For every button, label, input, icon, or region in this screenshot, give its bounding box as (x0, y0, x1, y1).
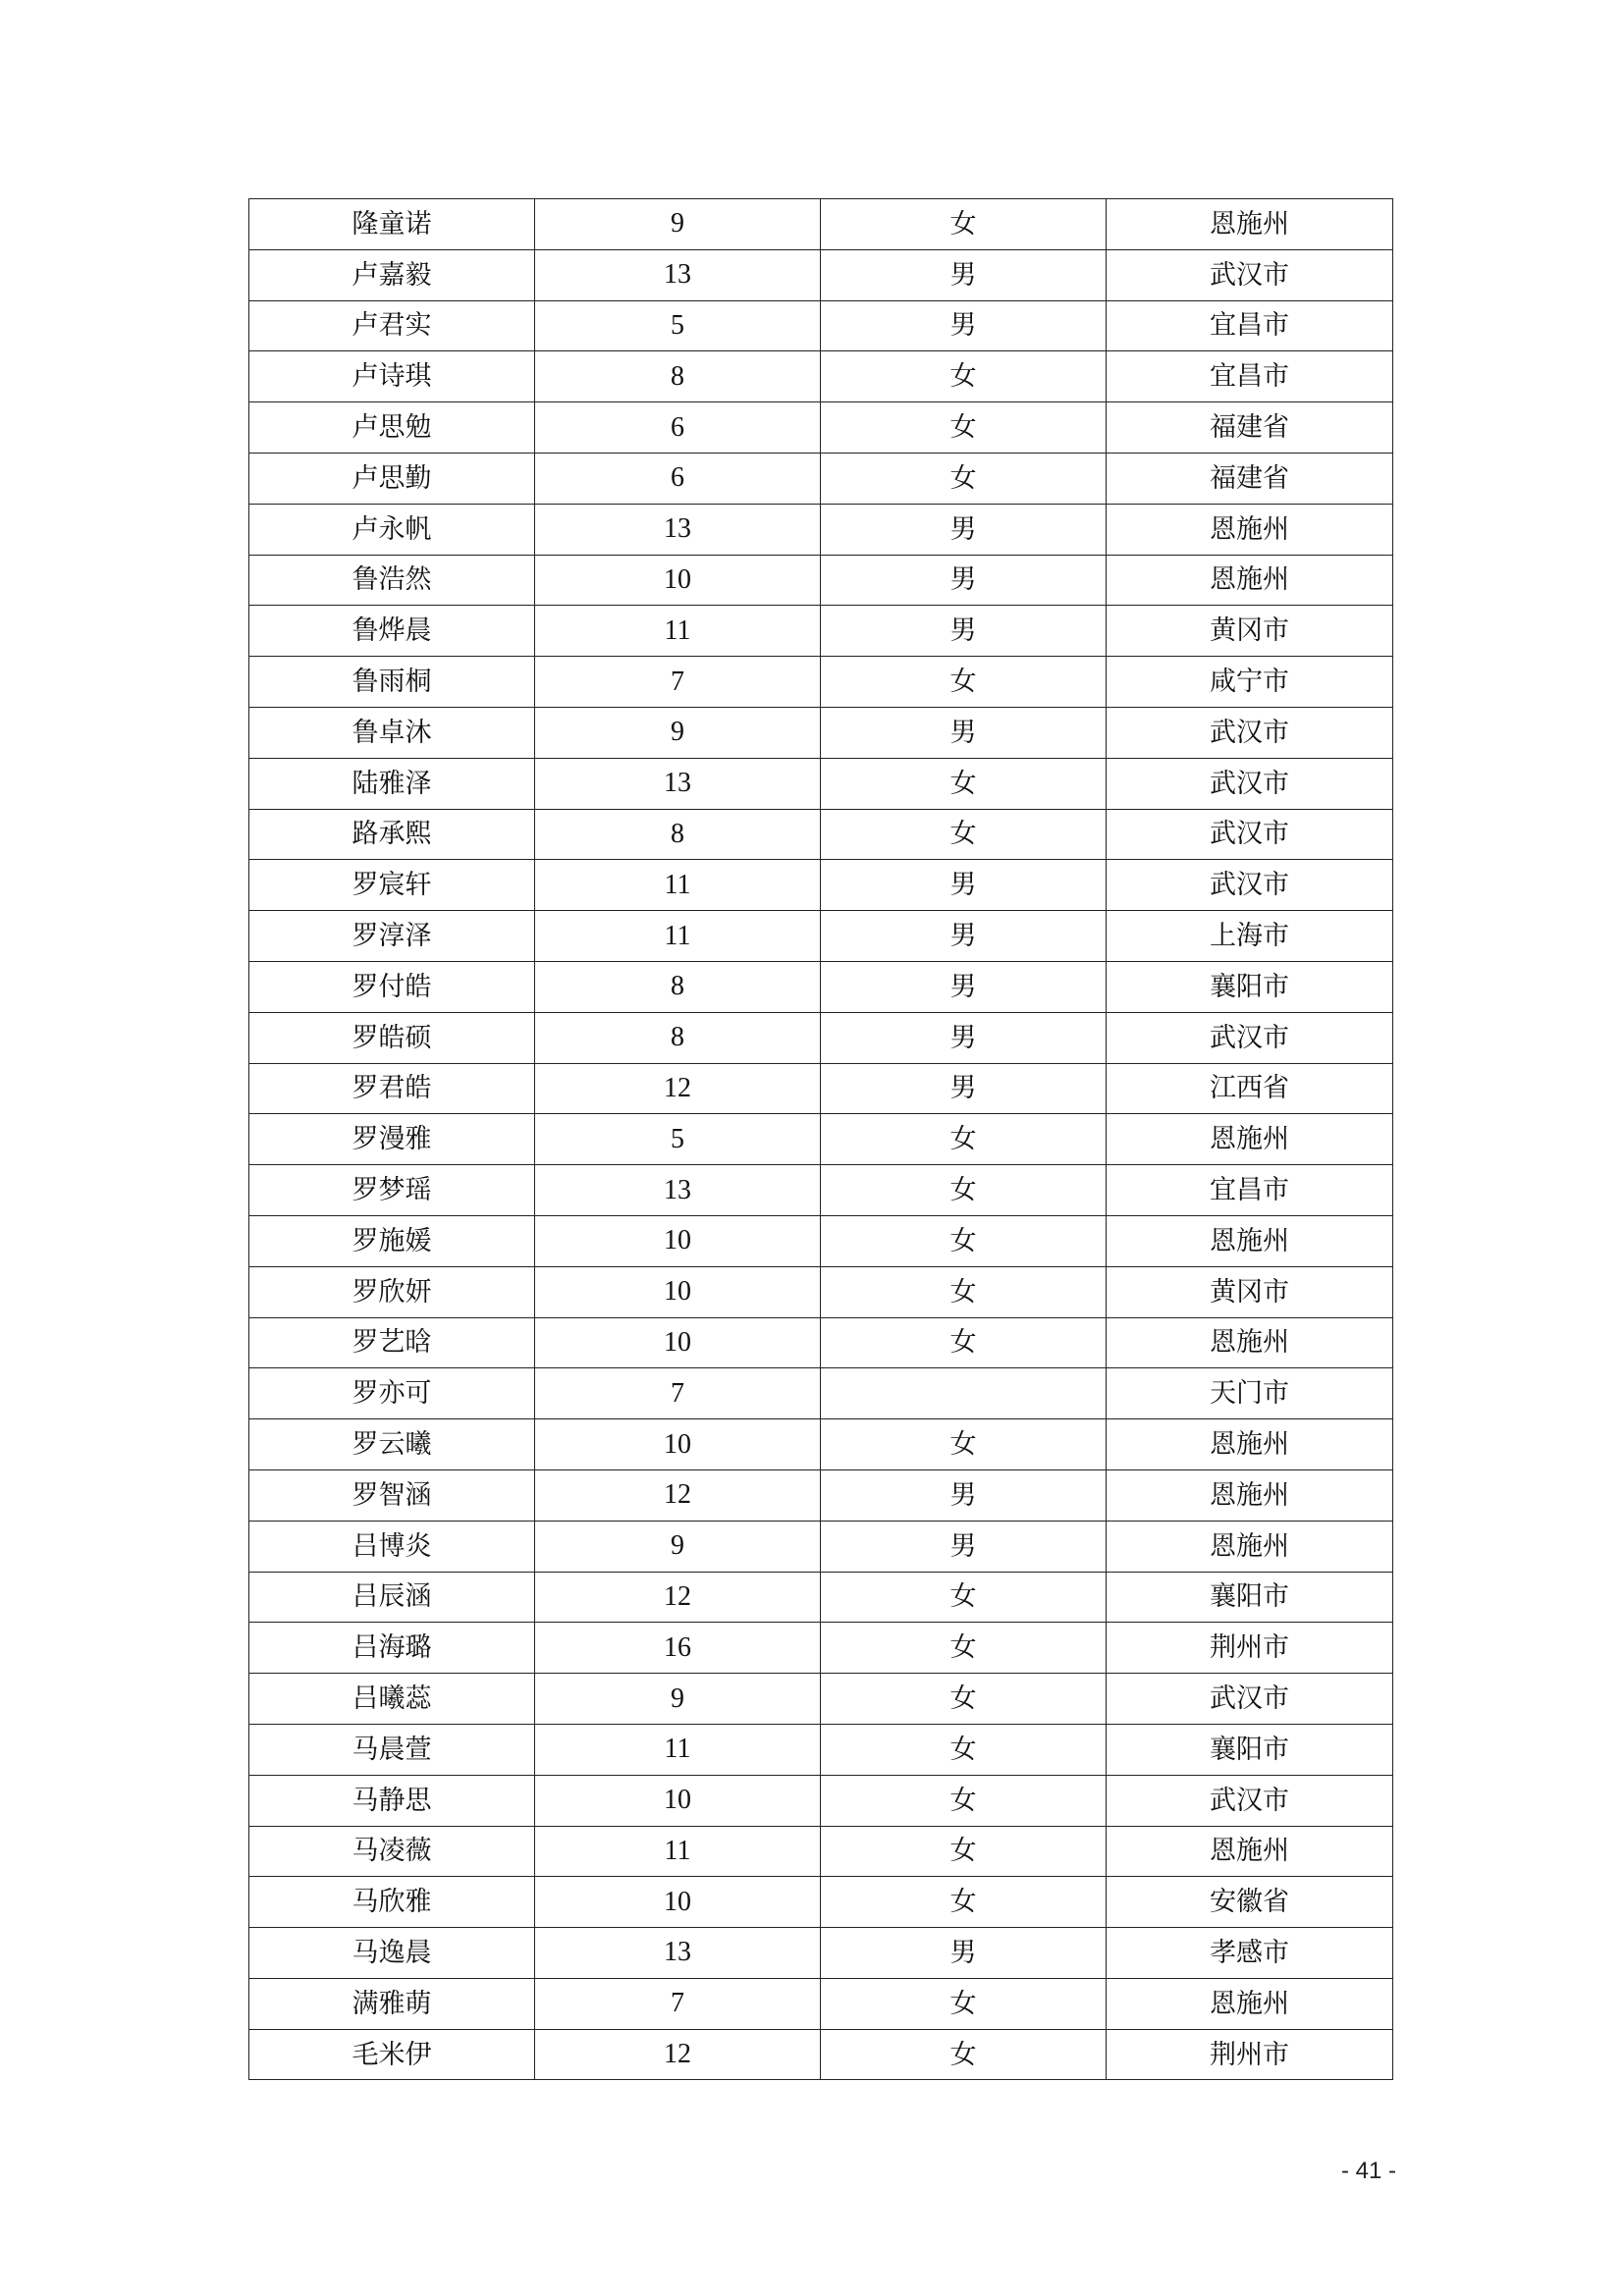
name-cell: 隆童诺 (249, 199, 535, 250)
gender-cell: 男 (821, 1063, 1107, 1114)
gender-cell: 男 (821, 1469, 1107, 1521)
table-row (249, 1419, 1393, 1470)
age-cell: 11 (535, 1724, 821, 1775)
table-row (249, 809, 1393, 860)
age-cell: 10 (535, 1215, 821, 1266)
age-cell: 11 (535, 606, 821, 657)
age-cell: 9 (535, 199, 821, 250)
table-row (249, 707, 1393, 758)
gender-cell: 女 (821, 351, 1107, 402)
name-cell: 卢嘉毅 (249, 249, 535, 300)
gender-cell: 女 (821, 1775, 1107, 1826)
roster-table-body (249, 199, 1393, 2080)
age-cell: 6 (535, 402, 821, 454)
table-row (249, 911, 1393, 962)
age-cell: 9 (535, 1521, 821, 1572)
region-cell: 福建省 (1107, 453, 1393, 504)
gender-cell: 女 (821, 1724, 1107, 1775)
region-cell: 恩施州 (1107, 1826, 1393, 1877)
table-row (249, 606, 1393, 657)
table-row (249, 249, 1393, 300)
age-cell: 10 (535, 1266, 821, 1317)
name-cell: 罗淳泽 (249, 911, 535, 962)
gender-cell: 女 (821, 1877, 1107, 1928)
name-cell: 吕博炎 (249, 1521, 535, 1572)
region-cell: 天门市 (1107, 1368, 1393, 1419)
table-row (249, 1469, 1393, 1521)
gender-cell: 女 (821, 1165, 1107, 1216)
table-row (249, 1928, 1393, 1979)
age-cell: 10 (535, 1419, 821, 1470)
gender-cell: 男 (821, 911, 1107, 962)
table-row (249, 1521, 1393, 1572)
region-cell: 武汉市 (1107, 860, 1393, 911)
name-cell: 罗亦可 (249, 1368, 535, 1419)
name-cell: 卢永帆 (249, 504, 535, 555)
table-row (249, 1674, 1393, 1725)
region-cell: 恩施州 (1107, 1469, 1393, 1521)
name-cell: 鲁烨晨 (249, 606, 535, 657)
age-cell: 12 (535, 1572, 821, 1623)
region-cell: 咸宁市 (1107, 657, 1393, 708)
age-cell: 7 (535, 657, 821, 708)
gender-cell: 女 (821, 1266, 1107, 1317)
age-cell: 5 (535, 1114, 821, 1165)
region-cell: 安徽省 (1107, 1877, 1393, 1928)
region-cell: 武汉市 (1107, 758, 1393, 809)
table-row (249, 1623, 1393, 1674)
name-cell: 路承熙 (249, 809, 535, 860)
table-row (249, 402, 1393, 454)
table-row (249, 1266, 1393, 1317)
age-cell: 13 (535, 504, 821, 555)
age-cell: 10 (535, 1775, 821, 1826)
name-cell: 吕辰涵 (249, 1572, 535, 1623)
table-row (249, 1063, 1393, 1114)
gender-cell: 女 (821, 1114, 1107, 1165)
table-row (249, 1114, 1393, 1165)
table-row (249, 351, 1393, 402)
age-cell: 16 (535, 1623, 821, 1674)
age-cell: 8 (535, 351, 821, 402)
name-cell: 毛米伊 (249, 2029, 535, 2080)
region-cell: 宜昌市 (1107, 1165, 1393, 1216)
name-cell: 鲁雨桐 (249, 657, 535, 708)
age-cell: 10 (535, 1877, 821, 1928)
table-row (249, 657, 1393, 708)
region-cell: 恩施州 (1107, 1978, 1393, 2029)
region-cell: 荆州市 (1107, 1623, 1393, 1674)
name-cell: 卢诗琪 (249, 351, 535, 402)
gender-cell: 女 (821, 1419, 1107, 1470)
table-row (249, 1215, 1393, 1266)
age-cell: 13 (535, 1928, 821, 1979)
gender-cell: 男 (821, 1928, 1107, 1979)
name-cell: 马逸晨 (249, 1928, 535, 1979)
age-cell: 7 (535, 1368, 821, 1419)
gender-cell: 男 (821, 707, 1107, 758)
gender-cell: 男 (821, 1521, 1107, 1572)
name-cell: 罗漫雅 (249, 1114, 535, 1165)
region-cell: 襄阳市 (1107, 1724, 1393, 1775)
age-cell: 12 (535, 2029, 821, 2080)
gender-cell: 男 (821, 249, 1107, 300)
name-cell: 陆雅泽 (249, 758, 535, 809)
name-cell: 吕海璐 (249, 1623, 535, 1674)
region-cell: 恩施州 (1107, 1419, 1393, 1470)
region-cell: 襄阳市 (1107, 1572, 1393, 1623)
table-row (249, 1826, 1393, 1877)
page-number: - 41 - (1340, 2158, 1396, 2184)
age-cell: 10 (535, 555, 821, 606)
region-cell: 上海市 (1107, 911, 1393, 962)
region-cell: 恩施州 (1107, 1215, 1393, 1266)
table-row (249, 758, 1393, 809)
name-cell: 满雅萌 (249, 1978, 535, 2029)
table-row (249, 860, 1393, 911)
region-cell: 恩施州 (1107, 1114, 1393, 1165)
region-cell: 恩施州 (1107, 555, 1393, 606)
name-cell: 鲁卓沐 (249, 707, 535, 758)
region-cell: 恩施州 (1107, 199, 1393, 250)
gender-cell: 女 (821, 657, 1107, 708)
name-cell: 罗云曦 (249, 1419, 535, 1470)
age-cell: 9 (535, 707, 821, 758)
age-cell: 6 (535, 453, 821, 504)
gender-cell: 男 (821, 606, 1107, 657)
age-cell: 9 (535, 1674, 821, 1725)
table-row (249, 1012, 1393, 1063)
age-cell: 12 (535, 1469, 821, 1521)
table-row (249, 504, 1393, 555)
gender-cell: 女 (821, 199, 1107, 250)
region-cell: 恩施州 (1107, 1317, 1393, 1368)
region-cell: 武汉市 (1107, 1674, 1393, 1725)
name-cell: 罗君皓 (249, 1063, 535, 1114)
region-cell: 武汉市 (1107, 249, 1393, 300)
name-cell: 罗施媛 (249, 1215, 535, 1266)
region-cell: 武汉市 (1107, 1012, 1393, 1063)
region-cell: 武汉市 (1107, 1775, 1393, 1826)
age-cell: 13 (535, 1165, 821, 1216)
table-row (249, 1165, 1393, 1216)
roster-table (248, 198, 1393, 2080)
gender-cell: 女 (821, 1215, 1107, 1266)
region-cell: 武汉市 (1107, 809, 1393, 860)
gender-cell: 女 (821, 1317, 1107, 1368)
table-row (249, 1572, 1393, 1623)
name-cell: 罗梦瑶 (249, 1165, 535, 1216)
region-cell: 福建省 (1107, 402, 1393, 454)
table-row (249, 1317, 1393, 1368)
name-cell: 罗欣妍 (249, 1266, 535, 1317)
region-cell: 宜昌市 (1107, 351, 1393, 402)
region-cell: 荆州市 (1107, 2029, 1393, 2080)
region-cell: 孝感市 (1107, 1928, 1393, 1979)
region-cell: 恩施州 (1107, 504, 1393, 555)
region-cell: 襄阳市 (1107, 961, 1393, 1012)
name-cell: 罗艺晗 (249, 1317, 535, 1368)
gender-cell: 女 (821, 402, 1107, 454)
region-cell: 宜昌市 (1107, 300, 1393, 351)
age-cell: 10 (535, 1317, 821, 1368)
table-row (249, 1978, 1393, 2029)
age-cell: 11 (535, 860, 821, 911)
table-row (249, 453, 1393, 504)
name-cell: 卢思勤 (249, 453, 535, 504)
name-cell: 罗皓硕 (249, 1012, 535, 1063)
gender-cell: 女 (821, 1978, 1107, 2029)
age-cell: 8 (535, 809, 821, 860)
table-row (249, 1368, 1393, 1419)
name-cell: 马凌薇 (249, 1826, 535, 1877)
age-cell: 12 (535, 1063, 821, 1114)
gender-cell: 女 (821, 758, 1107, 809)
table-row (249, 2029, 1393, 2080)
name-cell: 马欣雅 (249, 1877, 535, 1928)
gender-cell: 男 (821, 504, 1107, 555)
name-cell: 罗宸轩 (249, 860, 535, 911)
region-cell: 黄冈市 (1107, 606, 1393, 657)
region-cell: 恩施州 (1107, 1521, 1393, 1572)
age-cell: 8 (535, 961, 821, 1012)
age-cell: 5 (535, 300, 821, 351)
gender-cell: 男 (821, 961, 1107, 1012)
gender-cell (821, 1368, 1107, 1419)
name-cell: 罗付皓 (249, 961, 535, 1012)
gender-cell: 女 (821, 1623, 1107, 1674)
gender-cell: 男 (821, 860, 1107, 911)
name-cell: 吕曦蕊 (249, 1674, 535, 1725)
table-row (249, 199, 1393, 250)
table-row (249, 1724, 1393, 1775)
table-row (249, 1775, 1393, 1826)
age-cell: 13 (535, 249, 821, 300)
gender-cell: 女 (821, 809, 1107, 860)
gender-cell: 女 (821, 2029, 1107, 2080)
name-cell: 卢思勉 (249, 402, 535, 454)
age-cell: 7 (535, 1978, 821, 2029)
gender-cell: 男 (821, 555, 1107, 606)
name-cell: 鲁浩然 (249, 555, 535, 606)
gender-cell: 女 (821, 1826, 1107, 1877)
age-cell: 13 (535, 758, 821, 809)
gender-cell: 男 (821, 1012, 1107, 1063)
age-cell: 8 (535, 1012, 821, 1063)
region-cell: 江西省 (1107, 1063, 1393, 1114)
table-row (249, 1877, 1393, 1928)
age-cell: 11 (535, 1826, 821, 1877)
name-cell: 马静思 (249, 1775, 535, 1826)
name-cell: 罗智涵 (249, 1469, 535, 1521)
table-row (249, 555, 1393, 606)
gender-cell: 女 (821, 453, 1107, 504)
age-cell: 11 (535, 911, 821, 962)
table-row (249, 300, 1393, 351)
table-row (249, 961, 1393, 1012)
gender-cell: 男 (821, 300, 1107, 351)
gender-cell: 女 (821, 1674, 1107, 1725)
name-cell: 马晨萱 (249, 1724, 535, 1775)
name-cell: 卢君实 (249, 300, 535, 351)
region-cell: 武汉市 (1107, 707, 1393, 758)
region-cell: 黄冈市 (1107, 1266, 1393, 1317)
gender-cell: 女 (821, 1572, 1107, 1623)
